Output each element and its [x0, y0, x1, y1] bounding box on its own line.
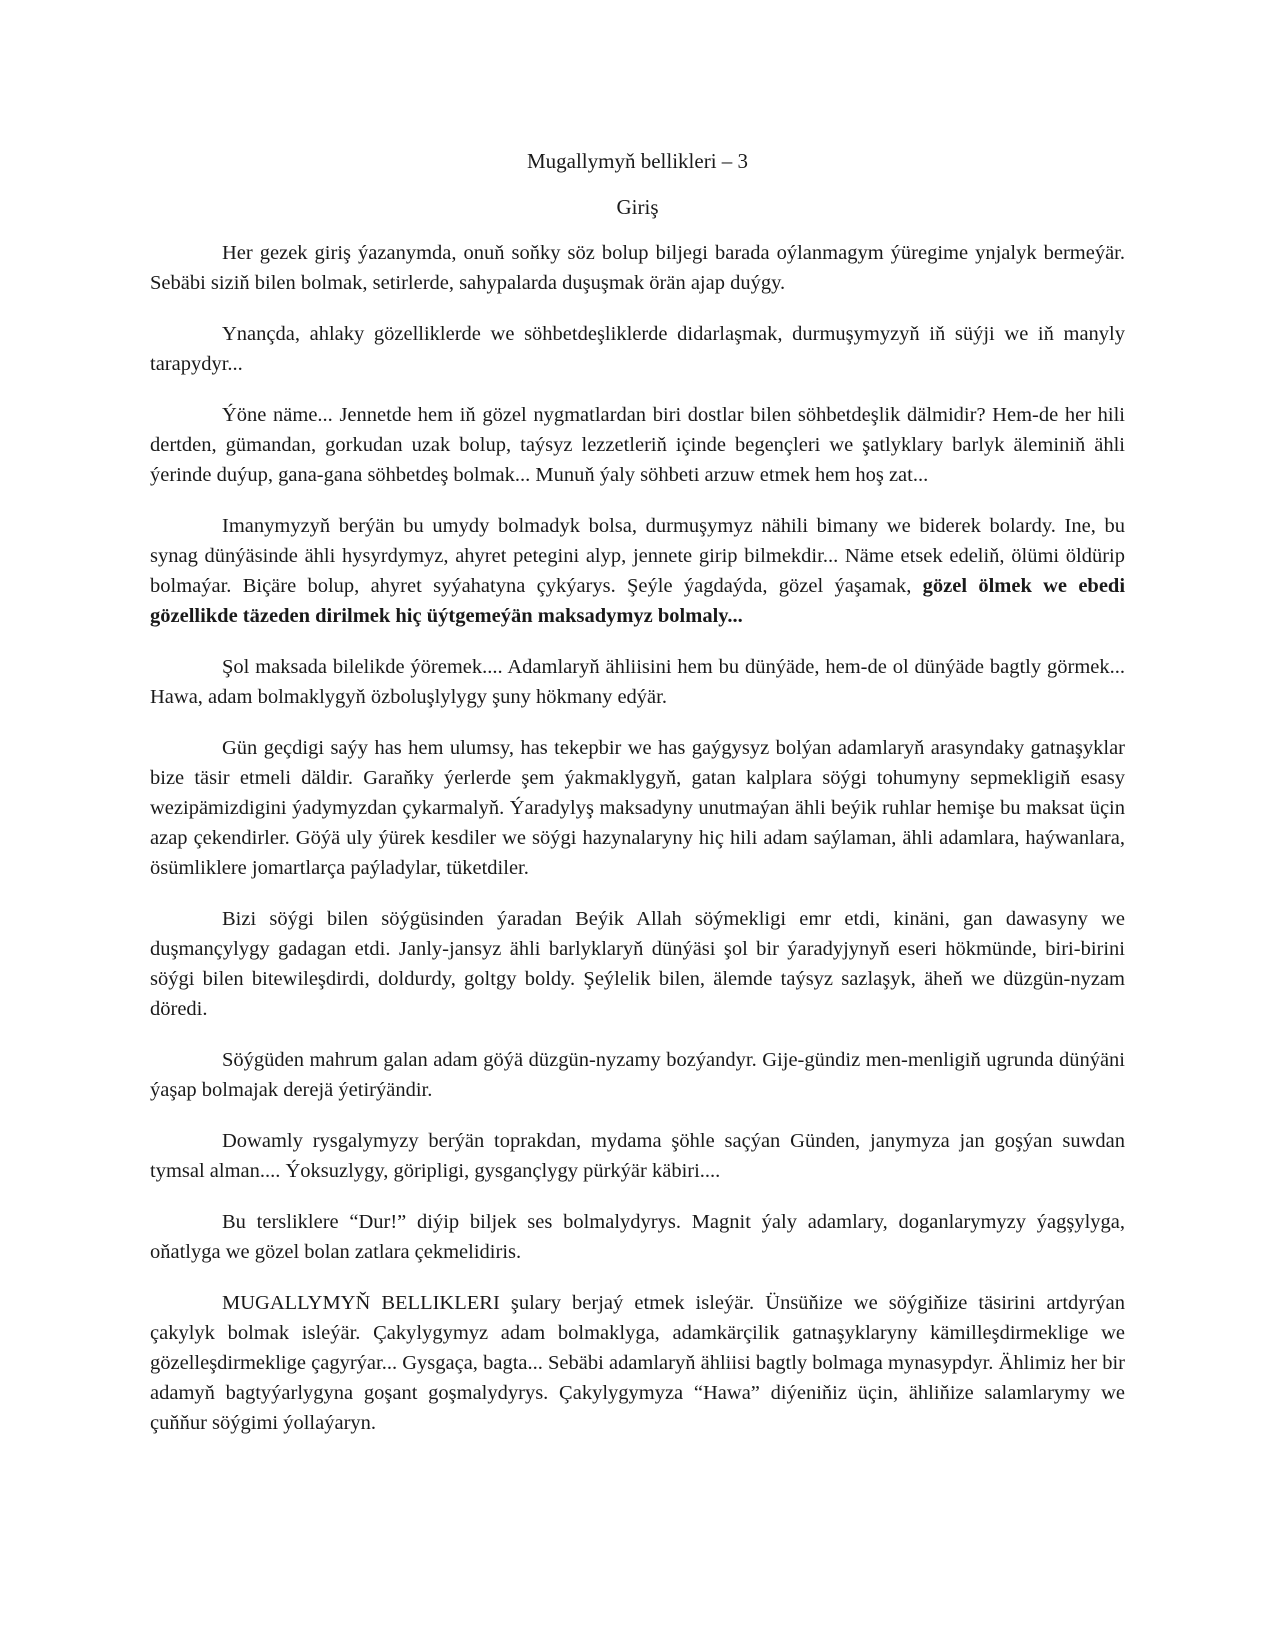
- paragraph-5: Şol maksada bilelikde ýöremek.... Adamlaryň ähliisini hem bu dünýäde, hem-de ol dünýäde bagtly görmek... Hawa, adam bolmaklygyň özboluşlylygy şuny hökmany edýär.: [150, 656, 1125, 708]
- document-title: Mugallymyň bellikleri – 3: [526, 149, 749, 173]
- document-subtitle: Giriş: [616, 195, 659, 219]
- paragraph-1: Her gezek giriş ýazanymda, onuň soňky söz bolup biljegi barada oýlanmagym ýüregime ynjalyk bermeýär. Sebäbi siziň bilen bolmak, setirlerde, sahypalarda duşuşmak örän ajap duýgy.: [150, 242, 1125, 294]
- paragraph-7: Bizi söýgi bilen söýgüsinden ýaradan Beýik Allah söýmekligi emr etdi, kinäni, gan dawasyny we duşmançylygy gadagan etdi. Janly-jansyz ähli barlyklaryň dünýäsi şol bir ýaradyjynyň eseri hökmünde, biri-birini söýgi bilen bitewileşdirdi, doldurdy, goltgy boldy. Şeýlelik bilen, älemde taýsyz sazlaşyk, äheň we düzgün-nyzam döredi.: [150, 908, 1125, 1020]
- paragraph-8: Söýgüden mahrum galan adam göýä düzgün-nyzamy bozýandyr. Gije-gündiz men-menligiň ugrunda dünýäni ýaşap bolmajak derejä ýetirýändir.: [150, 1049, 1125, 1101]
- paragraph-10: Bu tersliklere “Dur!” diýip biljek ses bolmalydyrys. Magnit ýaly adamlary, doganlarymyzy ýagşylyga, oňatlyga we gözel bolan zatlara çekmelidiris.: [150, 1211, 1125, 1263]
- paragraph-4: [150, 511, 1125, 631]
- paragraph-3: Ýöne näme... Jennetde hem iň gözel nygmatlardan biri dostlar bilen söhbetdeşlik dälmidir? Hem-de her hili dertden, gümandan, gorkudan uzak bolup, taýsyz lezzetleriň içinde begençleri we şatlyklary barlyk äleminiň ähli ýerinde duýup, gana-gana söhbetdeş bolmak... Munuň ýaly söhbeti arzuw etmek hem hoş zat...: [150, 404, 1125, 486]
- paragraph-6: Gün geçdigi saýy has hem ulumsy, has tekepbir we has gaýgysyz bolýan adamlaryň arasyndaky gatnaşyklar bize täsir etmeli däldir. Garaňky ýerlerde şem ýakmaklygyň, gatan kalplara söýgi tohumyny sepmekligiň esasy wezipämizdigini ýadymyzdan çykarmalyň. Ýaradylyş maksadyny unutmaýan ähli beýik ruhlar hemişe bu maksat üçin azap çekendirler. Göýä uly ýürek kesdiler we söýgi hazynalaryny hiç hili adam saýlaman, ähli adamlara, haýwanlara, ösümliklere jomartlarça paýladylar, tüketdiler.: [150, 737, 1125, 879]
- paragraph-9: Dowamly rysgalymyzy berýän toprakdan, mydama şöhle saçýan Günden, janymyza jan goşýan suwdan tymsal alman.... Ýoksuzlygy, göripligi, gysgançlygy pürkýär käbiri....: [150, 1130, 1125, 1182]
- document-page: [150, 146, 1125, 1459]
- paragraph-2: Ynançda, ahlaky gözelliklerde we söhbetdeşliklerde didarlaşmak, durmuşymyzyň iň süýji we iň manyly tarapydyr...: [150, 323, 1125, 375]
- paragraph-4-bold: gözel ölmek we ebedi gözellikde täzeden dirilmek hiç üýtgemeýän maksadymyz bolmaly...: [150, 575, 1126, 627]
- paragraph-4-text: Imanymyzyň berýän bu umydy bolmadyk bolsa, durmuşymyz nähili bimany we biderek bolardy. Ine, bu synag dünýäsinde ähli hysyrdymyz, ahyret petegini alyp, jennete girip bilmekdir... Näme etsek edeliň, ölümi öldürip bolmaýar. Biçäre bolup, ahyret syýahatyna çykýarys. Şeýle ýagdaýda, gözel ýaşamak,: [150, 515, 1125, 597]
- paragraph-11: MUGALLYMYŇ BELLIKLERI şulary berjaý etmek isleýär. Ünsüňize we söýgiňize täsirini artdyrýan çakylyk bolmak isleýär. Çakylygymyz adam bolmaklyga, adamkärçilik gatnaşyklaryny kämilleşdirmeklige we gözelleşdirmeklige çagyrýar... Gysgaça, bagta... Sebäbi adamlaryň ähliisi bagtly bolmaga mynasypdyr. Ählimiz her bir adamyň bagtyýarlygyna goşant goşmalydyrys. Çakylygymyza “Hawa” diýeniňiz üçin, ähliňize salamlarymy we çuňňur söýgimi ýollaýaryn.: [150, 1292, 1125, 1434]
